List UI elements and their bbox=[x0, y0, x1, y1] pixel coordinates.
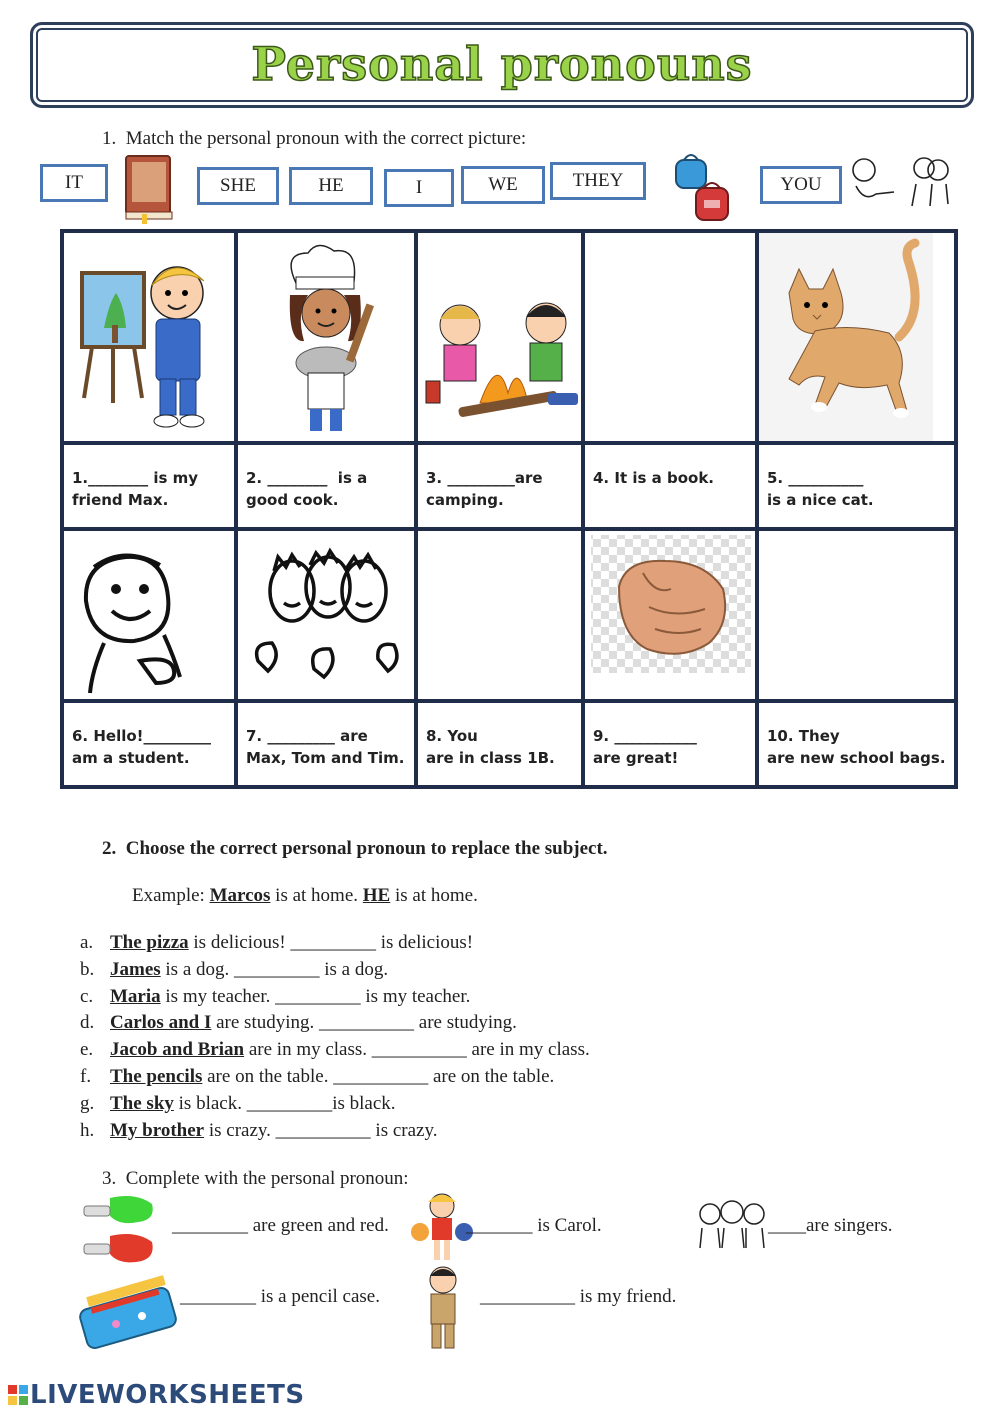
singers-icon bbox=[696, 1196, 768, 1250]
painter-boy-image bbox=[64, 233, 234, 441]
list-item: e. Jacob and Brian are in my class. __________ are in my class. bbox=[80, 1039, 590, 1061]
caption-cell-1: 1.________ is my friend Max. bbox=[62, 443, 236, 529]
word-box-we[interactable]: WE bbox=[461, 166, 545, 204]
three-boys-image bbox=[238, 531, 414, 699]
picture-cell-8-empty[interactable] bbox=[416, 529, 583, 701]
word-box-i[interactable]: I bbox=[384, 169, 454, 207]
page-title: Personal pronouns bbox=[251, 37, 753, 91]
sentence-friend[interactable]: __________ is my friend. bbox=[480, 1286, 677, 1307]
list-item: h. My brother is crazy. __________ is crazy. bbox=[80, 1119, 438, 1141]
caption-cell-6: 6. Hello!_________ am a student. bbox=[62, 701, 236, 787]
word-box-she[interactable]: SHE bbox=[197, 167, 279, 205]
pointing-kids-icon bbox=[846, 154, 952, 210]
sentence-green-red[interactable]: ________ are green and red. bbox=[172, 1215, 389, 1236]
caption-cell-5: 5. __________ is a nice cat. bbox=[757, 443, 956, 529]
pencil-case-icon bbox=[76, 1268, 180, 1350]
cheerleader-icon bbox=[410, 1188, 474, 1262]
list-item: d. Carlos and I are studying. __________ are studying. bbox=[80, 1012, 517, 1034]
section1-heading bbox=[102, 128, 526, 150]
section2-number: 2. bbox=[102, 838, 117, 859]
section2-example: Example: Marcos is at home. HE is at home. bbox=[132, 885, 478, 906]
match-grid bbox=[60, 229, 958, 789]
list-item: c. Maria is my teacher. _________ is my teacher. bbox=[80, 985, 471, 1007]
picture-cell-7[interactable] bbox=[236, 529, 416, 701]
chef-girl-image bbox=[238, 233, 414, 441]
camping-kids-image bbox=[418, 233, 581, 441]
liveworksheets-logo: LIVEWORKSHEETS bbox=[8, 1380, 305, 1410]
list-item: a. The pizza is delicious! _________ is delicious! bbox=[80, 932, 474, 953]
sentence-carol[interactable]: _______ is Carol. bbox=[466, 1215, 602, 1236]
liveworksheets-logo-icon bbox=[8, 1385, 28, 1405]
pointing-hand-image bbox=[585, 531, 755, 699]
word-box-you[interactable]: YOU bbox=[760, 166, 842, 204]
picture-cell-5[interactable] bbox=[757, 231, 956, 443]
list-item: b. James is a dog. _________ is a dog. bbox=[80, 958, 389, 980]
list-item: f. The pencils are on the table. __________ are on the table. bbox=[80, 1065, 555, 1087]
book-icon bbox=[120, 152, 178, 224]
boy-pointing-self-image bbox=[64, 531, 234, 699]
word-box-it[interactable]: IT bbox=[40, 164, 108, 202]
picture-cell-2[interactable] bbox=[236, 231, 416, 443]
picture-cell-10-empty[interactable] bbox=[757, 529, 956, 701]
title-box bbox=[30, 22, 974, 108]
picture-cell-3[interactable] bbox=[416, 231, 583, 443]
section1-instruction: Match the personal pronoun with the correct picture: bbox=[125, 128, 527, 149]
sentence-singers[interactable]: ____are singers. bbox=[768, 1215, 893, 1236]
exercise-list bbox=[80, 930, 590, 1144]
word-box-he[interactable]: HE bbox=[289, 167, 373, 205]
section3-instruction: Complete with the personal pronoun: bbox=[125, 1168, 409, 1189]
picture-cell-4-empty[interactable] bbox=[583, 231, 757, 443]
section3-number: 3. bbox=[102, 1168, 117, 1189]
example-subject: Marcos bbox=[209, 885, 271, 906]
caption-cell-3: 3. _________are camping. bbox=[416, 443, 583, 529]
sentence-pencil-case[interactable]: ________ is a pencil case. bbox=[180, 1286, 380, 1307]
section3-heading bbox=[102, 1168, 409, 1190]
caption-cell-2: 2. ________ is a good cook. bbox=[236, 443, 416, 529]
section2-instruction: Choose the correct personal pronoun to replace the subject. bbox=[125, 838, 608, 859]
caption-cell-4: 4. It is a book. bbox=[583, 443, 757, 529]
picture-cell-6[interactable] bbox=[62, 529, 236, 701]
list-item: g. The sky is black. _________is black. bbox=[80, 1092, 396, 1114]
picture-cell-1[interactable] bbox=[62, 231, 236, 443]
caption-cell-10: 10. They are new school bags. bbox=[757, 701, 956, 787]
friend-boy-icon bbox=[418, 1262, 468, 1354]
example-pronoun: HE bbox=[362, 885, 391, 906]
cat-image bbox=[759, 233, 933, 441]
caption-cell-8: 8. You are in class 1B. bbox=[416, 701, 583, 787]
caption-cell-9: 9. ___________ are great! bbox=[583, 701, 757, 787]
caption-cell-7: 7. _________ are Max, Tom and Tim. bbox=[236, 701, 416, 787]
picture-cell-9[interactable] bbox=[583, 529, 757, 701]
paint-tubes-icon bbox=[80, 1192, 160, 1266]
section1-number: 1. bbox=[102, 128, 117, 149]
school-bags-icon bbox=[672, 152, 736, 224]
section2-heading bbox=[102, 838, 608, 860]
word-box-they[interactable]: THEY bbox=[550, 162, 646, 200]
